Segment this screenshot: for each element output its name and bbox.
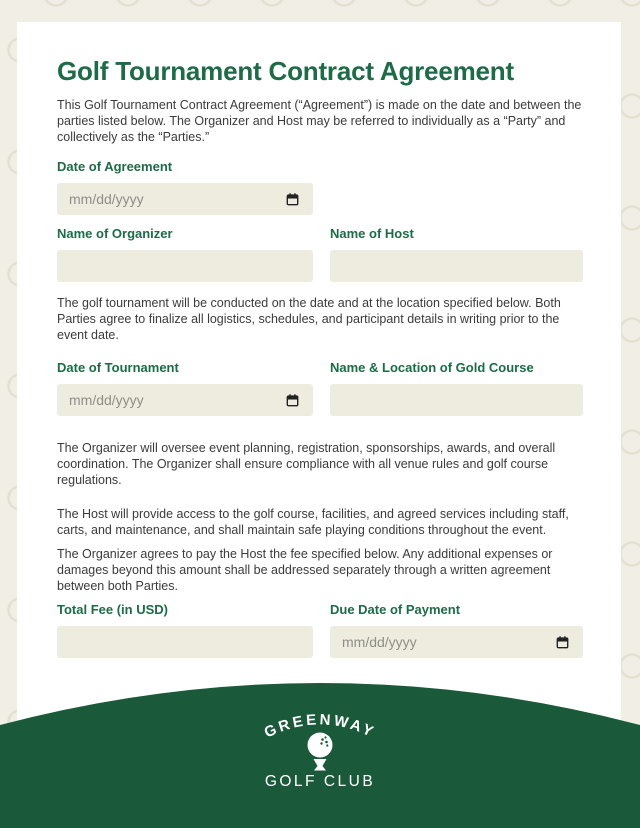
name-of-organizer-input[interactable]	[57, 250, 313, 282]
brand-subtitle-text: GOLF CLUB	[264, 773, 376, 790]
calendar-icon[interactable]	[556, 636, 569, 649]
organizer-host-row	[57, 226, 583, 282]
tournament-course-row	[57, 360, 583, 416]
total-fee-input[interactable]	[57, 626, 313, 658]
footer-dome	[0, 683, 640, 828]
brand-arc-text: GREENWAY	[261, 711, 379, 742]
due-date-of-payment-placeholder: mm/dd/yyyy	[342, 634, 417, 650]
calendar-icon[interactable]	[286, 193, 299, 206]
due-date-of-payment-label: Due Date of Payment	[330, 602, 461, 617]
date-of-agreement-label: Date of Agreement	[57, 159, 173, 174]
date-of-agreement-row	[57, 159, 583, 215]
total-fee-label: Total Fee (in USD)	[57, 602, 168, 617]
page-title: Golf Tournament Contract Agreement	[57, 56, 514, 86]
date-of-agreement-input[interactable]	[57, 183, 313, 215]
date-of-tournament-placeholder: mm/dd/yyyy	[69, 392, 144, 408]
date-of-tournament-input[interactable]	[57, 384, 313, 416]
calendar-icon[interactable]	[286, 394, 299, 407]
name-of-host-input[interactable]	[330, 250, 583, 282]
tournament-paragraph: The golf tournament will be conducted on the date and at the location specified below. Both Parties agree to finalize all logistics, schedules, and participant details in writing prior to the event date.	[57, 296, 561, 342]
golf-course-input[interactable]	[330, 384, 583, 416]
name-of-host-label: Name of Host	[330, 226, 414, 241]
payment-paragraph: The Organizer agrees to pay the Host the fee specified below. Any additional expenses or damages beyond this amount shall be addressed separately through a written agreement between both Parties.	[57, 547, 553, 593]
date-of-agreement-placeholder: mm/dd/yyyy	[69, 191, 144, 207]
due-date-of-payment-input[interactable]	[330, 626, 583, 658]
fee-duedate-row	[57, 602, 583, 658]
intro-paragraph: This Golf Tournament Contract Agreement (“Agreement”) is made on the date and between the parties listed below. The Organizer and Host may be referred to individually as a “Party” and collectively as the “Parties.”	[57, 98, 582, 144]
name-of-organizer-label: Name of Organizer	[57, 226, 173, 241]
date-of-tournament-label: Date of Tournament	[57, 360, 179, 375]
golf-course-label: Name & Location of Gold Course	[330, 360, 534, 375]
host-duties-paragraph: The Host will provide access to the golf course, facilities, and agreed services including staff, carts, and maintenance, and shall maintain safe playing conditions throughout the event.	[57, 507, 569, 537]
organizer-duties-paragraph: The Organizer will oversee event planning, registration, sponsorships, awards, and overall coordination. The Organizer shall ensure compliance with all venue rules and golf course regulations.	[57, 441, 556, 487]
